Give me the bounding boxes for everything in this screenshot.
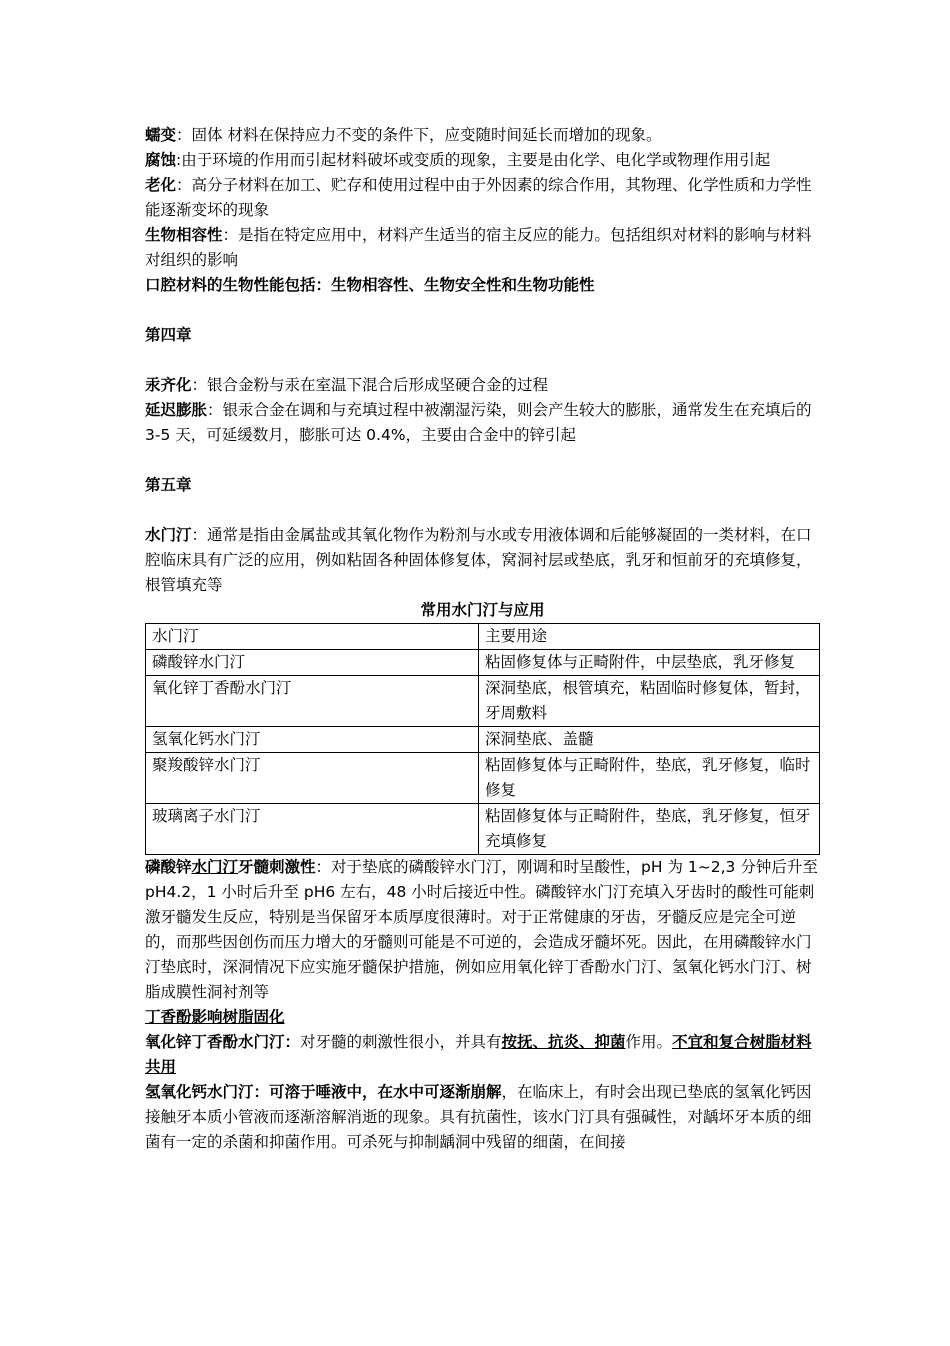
warning-text: 不宜和复合树脂材料共用: [145, 1033, 812, 1076]
chapter5-title: 第五章: [145, 476, 192, 494]
table-cell: 深洞垫底、盖髓: [479, 727, 820, 753]
def-corrosion: 腐蚀:由于环境的作用而引起材料破坏或变质的现象，主要是由化学、电化学或物理作用引起: [145, 151, 771, 169]
document-body: [145, 123, 820, 1155]
chapter4-title: 第四章: [145, 326, 192, 344]
table-cell: 粘固修复体与正畸附件，中层垫底，乳牙修复: [479, 650, 820, 676]
term: 延迟膨胀: [145, 401, 208, 419]
term: 水门汀: [145, 526, 192, 544]
zp-pulp-irritation: 磷酸锌水门汀牙髓刺激性：对于垫底的磷酸锌水门汀，刚调和时呈酸性，pH 为 1~2,3 分钟后升至 pH4.2，1 小时后升至 pH6 左右，48 小时后接近中性。磷酸锌水门汀充填入牙齿时的酸性可能刺激牙髓发生反应，特别是当保留牙本质厚度很薄时。对于正常健康的牙齿，牙髓反应是完全可逆的，而那些因创伤而压力增大的牙髓则可能是不可逆的，会造成牙髓坏死。因此，在用磷酸锌水门汀垫底时，深洞情况下应实施牙髓保护措施，例如应用氧化锌丁香酚水门汀、氢氧化钙水门汀、树脂成膜性洞衬剂等: [145, 858, 818, 1001]
table-row: [146, 727, 820, 753]
table-header-row: [146, 624, 820, 650]
table-cell: 磷酸锌水门汀: [146, 650, 479, 676]
term: 牙髓刺激性: [238, 858, 316, 876]
table-cell: 粘固修复体与正畸附件，垫底，乳牙修复，恒牙充填修复: [479, 804, 820, 855]
table-row: [146, 753, 820, 804]
term-underlined: 水门汀: [191, 858, 239, 876]
term: 老化: [145, 176, 177, 194]
table-row: [146, 650, 820, 676]
cement-table: [145, 623, 820, 855]
term: 汞齐化: [145, 376, 192, 394]
def-cement: 水门汀：通常是指由金属盐或其氧化物作为粉剂与水或专用液体调和后能够凝固的一类材料，在口腔临床具有广泛的应用，例如粘固各种固体修复体，窝洞衬层或垫底，乳牙和恒前牙的充填修复，根管填充等: [145, 526, 812, 594]
def-creep: 蠕变：固体 材料在保持应力不变的条件下，应变随时间延长而增加的现象。: [145, 126, 662, 144]
def-aging: 老化：高分子材料在加工、贮存和使用过程中由于外因素的综合作用，其物理、化学性质和力学性能逐渐变坏的现象: [145, 176, 812, 219]
table-cell: 深洞垫底，根管填充，粘固临时修复体，暂封，牙周敷料: [479, 676, 820, 727]
table-cell: 粘固修复体与正畸附件，垫底，乳牙修复，临时修复: [479, 753, 820, 804]
def-delayed-expansion: 延迟膨胀：银汞合金在调和与充填过程中被潮湿污染，则会产生较大的膨胀，通常发生在充填后的 3-5 天，可延缓数月，膨胀可达 0.4%，主要由合金中的锌引起: [145, 401, 812, 444]
term: 氢氧化钙水门汀：: [145, 1083, 270, 1101]
table-caption: 常用水门汀与应用: [420, 601, 545, 619]
def-caoh-cement: 氢氧化钙水门汀：可溶于唾液中，在水中可逐渐崩解，在临床上，有时会出现已垫底的氢氧化钙因接触牙本质小管液而逐渐溶解消逝的现象。具有抗菌性，该水门汀具有强碱性，对龋坏牙本质的细菌有一定的杀菌和抑菌作用。可杀死与抑制龋洞中残留的细菌，在间接: [145, 1083, 812, 1151]
term: 磷酸锌: [145, 858, 192, 876]
table-cell: 聚羧酸锌水门汀: [146, 753, 479, 804]
term: 生物相容性: [145, 226, 223, 244]
table-header-cell: 水门汀: [146, 624, 479, 650]
table-header-cell: 主要用途: [479, 624, 820, 650]
term: 氧化锌丁香酚水门汀：: [145, 1033, 301, 1051]
term: 蠕变: [145, 126, 177, 144]
def-zoe-cement: 氧化锌丁香酚水门汀：对牙髓的刺激性很小，并具有按抚、抗炎、抑菌作用。不宜和复合树脂材料共用: [145, 1033, 812, 1076]
table-row: [146, 804, 820, 855]
def-biocompatibility: 生物相容性：是指在特定应用中，材料产生适当的宿主反应的能力。包括组织对材料的影响与材料对组织的影响: [145, 226, 812, 269]
def-amalgamation: 汞齐化：银合金粉与汞在室温下混合后形成坚硬合金的过程: [145, 376, 549, 394]
table-row: [146, 676, 820, 727]
table-cell: 氢氧化钙水门汀: [146, 727, 479, 753]
term: 腐蚀: [145, 151, 177, 169]
table-cell: 氧化锌丁香酚水门汀: [146, 676, 479, 727]
eugenol-note: 丁香酚影响树脂固化: [145, 1008, 285, 1026]
table-cell: 玻璃离子水门汀: [146, 804, 479, 855]
bio-summary: 口腔材料的生物性能包括：生物相容性、生物安全性和生物功能性: [145, 276, 595, 294]
